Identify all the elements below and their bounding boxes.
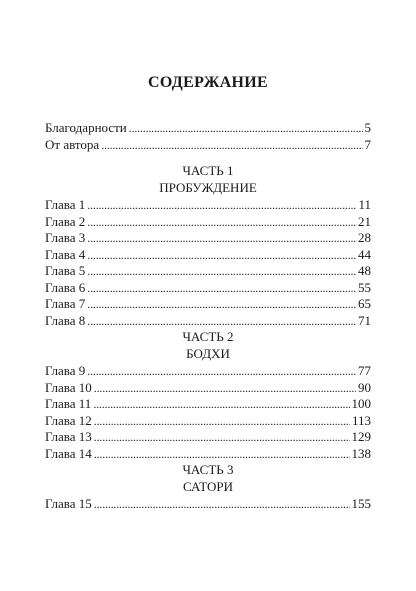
entry-label: Глава 6 [45, 279, 86, 295]
entry-label: Глава 7 [45, 296, 86, 311]
entry-page: 7 [364, 136, 371, 152]
entry-label: Глава 1 [45, 197, 86, 212]
toc-entry [45, 197, 371, 214]
dot-leader [87, 263, 356, 280]
toc-entry [45, 137, 371, 154]
entry-label: Глава 4 [45, 246, 86, 262]
dot-leader [87, 296, 356, 313]
entry-label: Глава 11 [45, 396, 92, 411]
entry-page: 71 [358, 312, 371, 328]
part-number: ЧАСТЬ 1 [182, 163, 234, 178]
entry-page: 113 [351, 412, 371, 428]
part-number: ЧАСТЬ 2 [182, 329, 234, 344]
dot-leader [94, 413, 350, 430]
dot-leader [93, 396, 349, 413]
part-number: ЧАСТЬ 3 [182, 462, 234, 477]
entry-page: 21 [358, 213, 371, 229]
dot-leader [87, 363, 356, 380]
dot-leader [94, 496, 350, 513]
dot-leader [87, 313, 356, 330]
entry-page: 138 [351, 445, 371, 461]
dot-leader [94, 380, 356, 397]
part-title: БОДХИ [186, 346, 230, 361]
toc-entry [45, 446, 371, 463]
entry-label: Глава 13 [45, 429, 92, 444]
toc-entry [45, 230, 371, 247]
entry-label: Глава 2 [45, 213, 86, 229]
dot-leader [101, 137, 362, 154]
part-1-section [45, 162, 371, 329]
part-title: САТОРИ [182, 479, 234, 494]
dot-leader [87, 247, 356, 264]
entry-label: Благодарности [45, 120, 127, 135]
page-title: СОДЕРЖАНИЕ [147, 74, 269, 91]
entry-page: 44 [358, 246, 371, 262]
toc-entry [45, 380, 371, 397]
toc-entry [45, 263, 371, 280]
entry-page: 129 [351, 429, 371, 444]
entry-label: Глава 14 [45, 445, 92, 461]
entry-label: Глава 15 [45, 496, 92, 511]
dot-leader [87, 197, 356, 214]
entry-label: От автора [45, 136, 100, 152]
entry-label: Глава 5 [45, 263, 86, 278]
toc-page [45, 0, 371, 591]
entry-page: 65 [358, 296, 371, 311]
part-3-section [45, 461, 371, 513]
dot-leader [87, 280, 356, 297]
entry-page: 55 [358, 279, 371, 295]
toc-entry [45, 313, 371, 330]
toc-entry [45, 247, 371, 264]
dot-leader [94, 446, 350, 463]
toc-entry [45, 496, 371, 513]
entry-page: 48 [358, 263, 371, 278]
entry-page: 28 [358, 230, 371, 245]
part-title: ПРОБУЖДЕНИЕ [159, 180, 257, 195]
dot-leader [87, 230, 356, 247]
entry-label: Глава 8 [45, 312, 86, 328]
entry-label: Глава 3 [45, 230, 86, 245]
toc-entry [45, 429, 371, 446]
entry-page: 90 [358, 379, 371, 395]
toc-entry [45, 363, 371, 380]
toc-entry [45, 120, 371, 137]
part-2-section [45, 328, 371, 462]
entry-page: 155 [351, 496, 371, 511]
entry-page: 100 [351, 396, 371, 411]
entry-page: 77 [358, 363, 371, 378]
entry-page: 11 [358, 197, 371, 212]
toc-entry [45, 214, 371, 231]
entry-label: Глава 9 [45, 363, 86, 378]
entry-label: Глава 10 [45, 379, 92, 395]
entry-page: 5 [364, 120, 371, 135]
dot-leader [87, 214, 356, 231]
dot-leader [94, 429, 350, 446]
dot-leader [129, 120, 363, 137]
toc-entry [45, 413, 371, 430]
toc-entry [45, 396, 371, 413]
toc-entry [45, 280, 371, 297]
toc-entry [45, 296, 371, 313]
entry-label: Глава 12 [45, 412, 92, 428]
front-matter-list [45, 120, 371, 153]
